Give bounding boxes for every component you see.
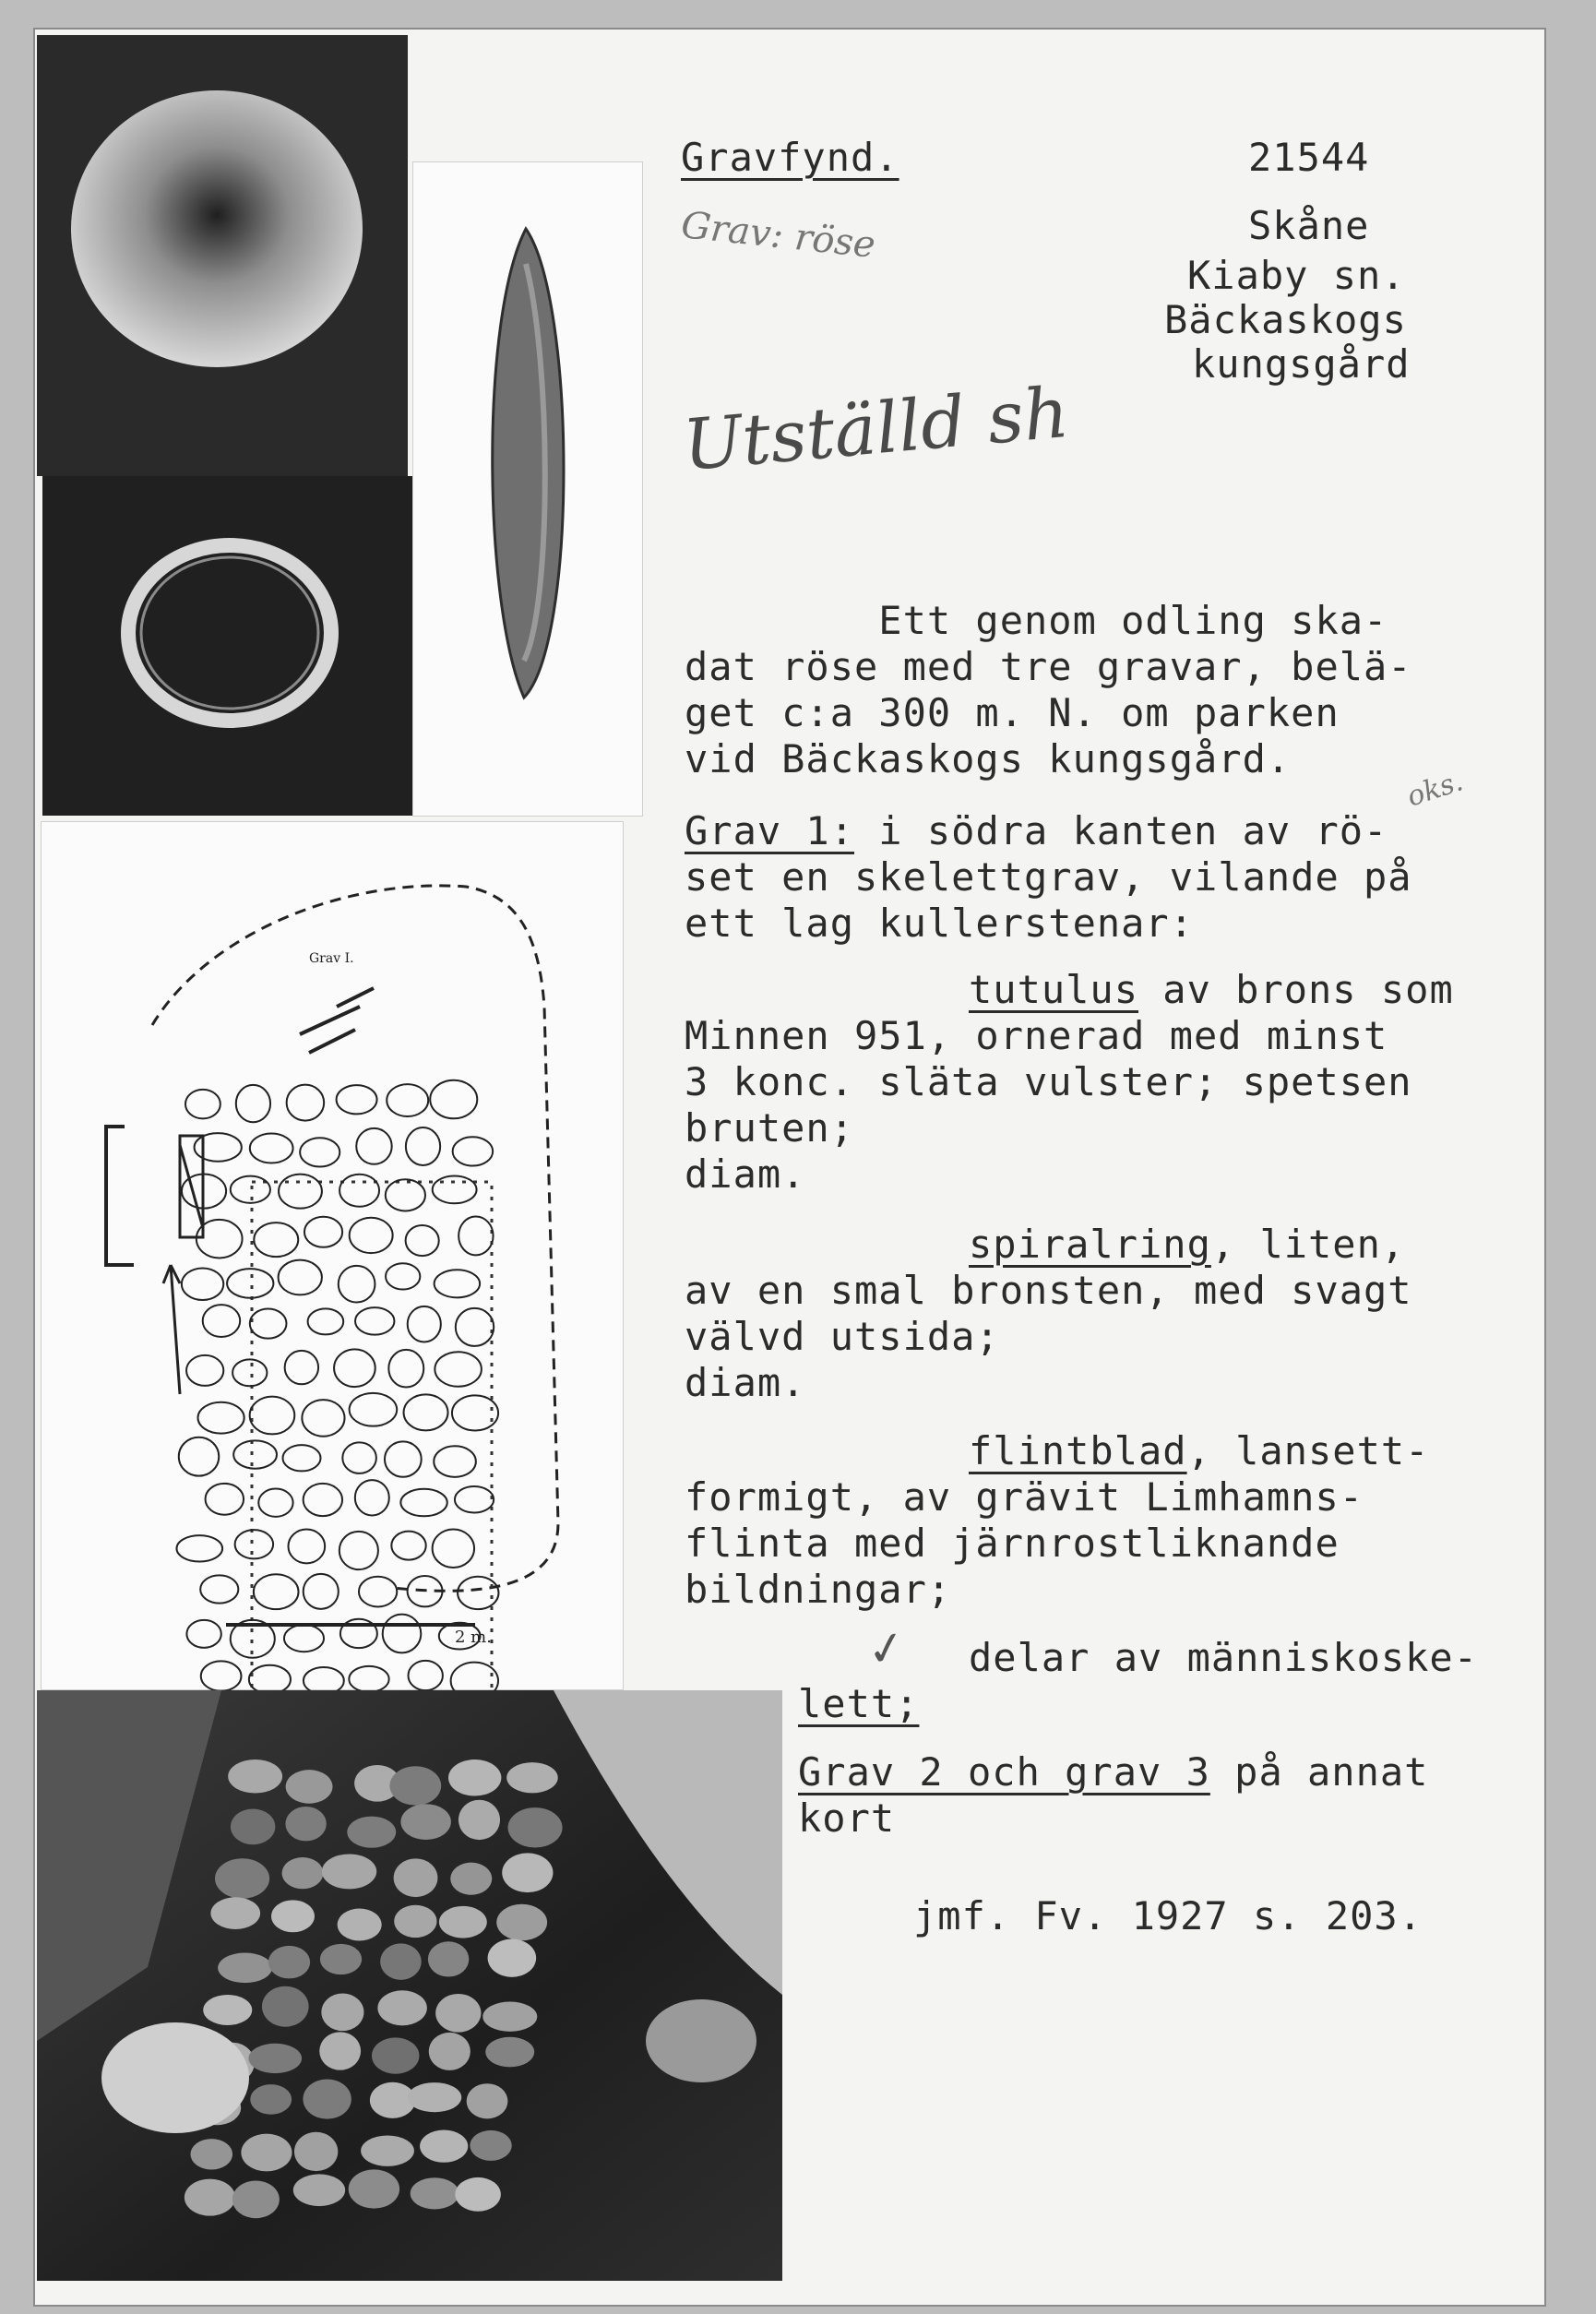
excavation-stone	[496, 1904, 547, 1940]
plan-stone	[186, 1355, 223, 1386]
plan-stone	[359, 1577, 397, 1607]
excavation-stone	[506, 1762, 558, 1793]
plan-stone	[195, 1133, 242, 1162]
plan-stone	[406, 1225, 439, 1256]
excavation-stone	[282, 1857, 324, 1889]
spiralring-line-2: av en smal bronsten, med svagt	[685, 1268, 1412, 1313]
plan-stone	[176, 1535, 222, 1561]
plan-stone	[386, 1179, 425, 1211]
plan-stone	[408, 1306, 441, 1342]
excavation-stone	[420, 2130, 468, 2163]
spiralring-line-3: välvd utsida;	[685, 1314, 1000, 1359]
excavation-photo	[37, 1690, 782, 2281]
excavation-stone	[338, 1909, 382, 1941]
excavation-stone	[400, 1804, 450, 1840]
excavation-stone	[231, 1808, 275, 1844]
spiralring-image	[42, 476, 413, 816]
plan-stone	[386, 1263, 420, 1289]
handwritten-exhibit-note: Utställd sh	[679, 370, 1072, 487]
plan-stone	[287, 1085, 325, 1121]
plan-stone	[231, 1176, 270, 1203]
location-line-1: Skåne	[1248, 203, 1370, 248]
description-line-2: dat röse med tre gravar, belä-	[685, 644, 1412, 689]
plan-stone	[430, 1080, 477, 1119]
plan-stone	[355, 1307, 394, 1335]
excavation-stone	[218, 1953, 272, 1984]
plan-stone	[404, 1394, 448, 1430]
excavation-stone	[232, 2180, 280, 2218]
plan-stone	[304, 1217, 342, 1247]
description-line-3: get c:a 300 m. N. om parken	[685, 690, 1340, 735]
excavation-stone	[190, 2139, 232, 2169]
skeleton-line-1: delar av människoske-	[969, 1635, 1479, 1680]
tutulus-line-4: bruten;	[685, 1105, 855, 1151]
excavation-stone	[411, 2177, 459, 2209]
plan-stone	[302, 1400, 344, 1437]
plan-stone	[285, 1351, 318, 1384]
excavation-stone	[293, 2174, 345, 2206]
plan-stone	[350, 1218, 393, 1253]
excavation-stone	[450, 1863, 492, 1895]
plan-stone	[456, 1308, 494, 1346]
plan-stone	[235, 1530, 274, 1558]
excavation-stone	[228, 1759, 282, 1794]
plan-stone	[435, 1352, 482, 1386]
excavation-stone	[429, 2033, 470, 2070]
excavation-stone	[262, 1986, 309, 2027]
description-line-4: vid Bäckaskogs kungsgård.	[685, 736, 1292, 781]
plan-stone	[250, 1397, 295, 1435]
skeleton-line-2: lett;	[798, 1681, 920, 1726]
tutulus-image	[37, 35, 408, 476]
excavation-stone	[320, 1944, 362, 1974]
plan-stone	[406, 1127, 440, 1165]
tutulus-photo	[37, 35, 408, 476]
plan-stone	[197, 1402, 244, 1434]
plan-stone	[284, 1625, 324, 1652]
excavation-stone	[389, 1766, 441, 1805]
plan-stone	[201, 1661, 242, 1690]
plan-stone	[339, 1532, 378, 1569]
plan-stone	[433, 1529, 474, 1568]
plan-stone	[249, 1665, 291, 1691]
excavation-stone	[455, 2177, 500, 2212]
plan-stone	[233, 1440, 277, 1468]
tutulus-line-5: diam.	[685, 1151, 806, 1197]
excavation-stone	[268, 1946, 310, 1979]
plan-stone	[383, 1615, 422, 1653]
category-heading: Gravfynd.	[681, 135, 899, 180]
excavation-stone	[435, 1994, 481, 2033]
plan-stone	[337, 1085, 377, 1114]
plan-stone	[356, 1128, 391, 1164]
excavation-stone	[349, 2169, 399, 2208]
excavation-stone	[322, 1854, 376, 1889]
plan-label: Grav I.	[309, 951, 354, 966]
plan-stone	[258, 1489, 292, 1517]
grave-plan-panel	[41, 821, 624, 1690]
excavation-stone	[347, 1817, 396, 1848]
excavation-stone	[303, 2079, 351, 2118]
grave1-heading: Grav 1: i södra kanten av rö-	[685, 808, 1388, 853]
grave23-line-1: Grav 2 och grav 3 på annat	[798, 1749, 1429, 1795]
plan-stone	[179, 1437, 219, 1476]
spiralring-photo	[42, 476, 413, 816]
plan-stone	[300, 1138, 339, 1166]
plan-stone	[452, 1395, 498, 1430]
plan-stone	[236, 1085, 270, 1122]
excavation-stone	[271, 1900, 315, 1932]
plan-stone	[349, 1666, 388, 1691]
plan-stone	[232, 1359, 267, 1386]
excavation-stone	[439, 1906, 487, 1938]
grave23-line-2: kort	[798, 1795, 896, 1841]
plan-stone	[279, 1260, 322, 1295]
plan-stone	[408, 1661, 442, 1690]
plan-stone	[400, 1489, 447, 1516]
plan-stone	[459, 1216, 493, 1255]
plan-stone	[388, 1350, 423, 1388]
excavation-stone	[372, 2037, 420, 2073]
plan-stone	[391, 1532, 425, 1560]
excavation-stone	[394, 1858, 438, 1897]
plan-stone	[435, 1270, 480, 1297]
check-mark-icon: ✓	[863, 1618, 911, 1679]
excavation-stone	[286, 1770, 333, 1804]
plan-stone	[433, 1175, 477, 1203]
spiralring-heading: spiralring, liten,	[969, 1222, 1406, 1267]
plan-stone	[304, 1667, 344, 1691]
plan-stone	[282, 1445, 320, 1471]
plan-stone	[185, 1090, 220, 1118]
excavation-stone	[361, 2135, 414, 2165]
excavation-stone	[319, 2032, 361, 2069]
plan-stone	[458, 1577, 498, 1609]
plan-stone	[453, 1137, 494, 1165]
excavation-image	[37, 1690, 782, 2281]
excavation-stone	[248, 2044, 302, 2073]
flintblad-line-4: bildningar;	[685, 1567, 952, 1612]
plan-stone	[308, 1308, 344, 1334]
excavation-stone	[185, 2179, 235, 2216]
margin-note: oks.	[1403, 765, 1468, 814]
grave1-line-2: set en skelettgrav, vilande på	[685, 854, 1412, 900]
tutulus-line-3: 3 konc. släta vulster; spetsen	[685, 1059, 1412, 1104]
plan-stone	[434, 1446, 476, 1477]
location-line-3: Bäckaskogs	[1164, 297, 1407, 342]
location-line-4: kungsgård	[1192, 341, 1411, 387]
plan-stone	[279, 1175, 322, 1209]
excavation-stone	[428, 1941, 469, 1976]
plan-stone	[197, 1220, 243, 1258]
excavation-stone	[250, 2084, 292, 2115]
plan-stone	[304, 1574, 339, 1609]
flintblad-line-2: formigt, av grävit Limhamns-	[685, 1474, 1364, 1520]
handwritten-grave-note: Grav: röse	[679, 204, 877, 267]
location-line-2: Kiaby sn.	[1187, 253, 1406, 298]
flintblad-line-3: flinta med järnrostliknande	[685, 1521, 1340, 1566]
grave1-line-3: ett lag kullerstenar:	[685, 901, 1195, 946]
excavation-stone	[459, 1800, 500, 1840]
plan-stone	[334, 1349, 375, 1387]
excavation-stone	[203, 1995, 252, 2025]
plan-stone	[455, 1486, 494, 1512]
catalog-number: 21544	[1248, 135, 1370, 180]
plan-stone	[206, 1484, 244, 1515]
plan-stone	[250, 1308, 287, 1338]
excavation-stone	[215, 1858, 269, 1898]
excavation-stone	[294, 2132, 338, 2171]
excavation-stone	[321, 1993, 363, 2031]
plan-stone	[355, 1480, 389, 1515]
plan-stone	[304, 1484, 342, 1516]
excavation-stone	[470, 2130, 511, 2161]
flintblad-heading: flintblad, lansett-	[969, 1428, 1430, 1473]
excavation-stone	[482, 2002, 537, 2032]
excavation-stone	[467, 2083, 508, 2118]
plan-stone	[339, 1175, 379, 1207]
excavation-stone	[377, 1990, 426, 2025]
excavation-stone	[408, 2082, 461, 2112]
plan-stone	[288, 1530, 325, 1564]
plan-stone	[227, 1269, 273, 1298]
plan-stone	[385, 1441, 422, 1476]
plan-scale-label: 2 m.	[455, 1628, 492, 1647]
excavation-stone	[380, 1943, 422, 1979]
plan-stone	[200, 1575, 238, 1603]
excavation-stone	[210, 1897, 260, 1929]
tutulus-line-2: Minnen 951, ornerad med minst	[685, 1013, 1388, 1058]
plan-stone	[182, 1268, 223, 1300]
plan-stone	[250, 1134, 293, 1163]
excavation-stone	[394, 1905, 436, 1938]
excavation-stone	[485, 2037, 534, 2068]
flintblade-panel	[412, 161, 643, 817]
plan-stone	[186, 1620, 220, 1648]
excavation-stone	[488, 1939, 537, 1977]
flintblade-image	[413, 162, 644, 817]
plan-stone	[350, 1393, 398, 1426]
spiralring-line-4: diam.	[685, 1360, 806, 1405]
plan-stone	[254, 1574, 299, 1609]
plan-stone	[387, 1084, 428, 1116]
reference-line: jmf. Fv. 1927 s. 203.	[913, 1893, 1423, 1938]
excavation-stone	[508, 1807, 563, 1847]
excavation-stone	[448, 1759, 501, 1795]
excavation-stone	[285, 1807, 326, 1841]
description-line-1: Ett genom odling ska-	[685, 598, 1388, 643]
excavation-stone	[241, 2134, 292, 2172]
tutulus-heading: tutulus av brons som	[969, 967, 1454, 1012]
excavation-stone	[502, 1853, 553, 1892]
plan-stone	[254, 1223, 298, 1257]
plan-stone	[342, 1442, 376, 1473]
plan-stone	[203, 1305, 240, 1337]
plan-stone	[339, 1266, 375, 1303]
